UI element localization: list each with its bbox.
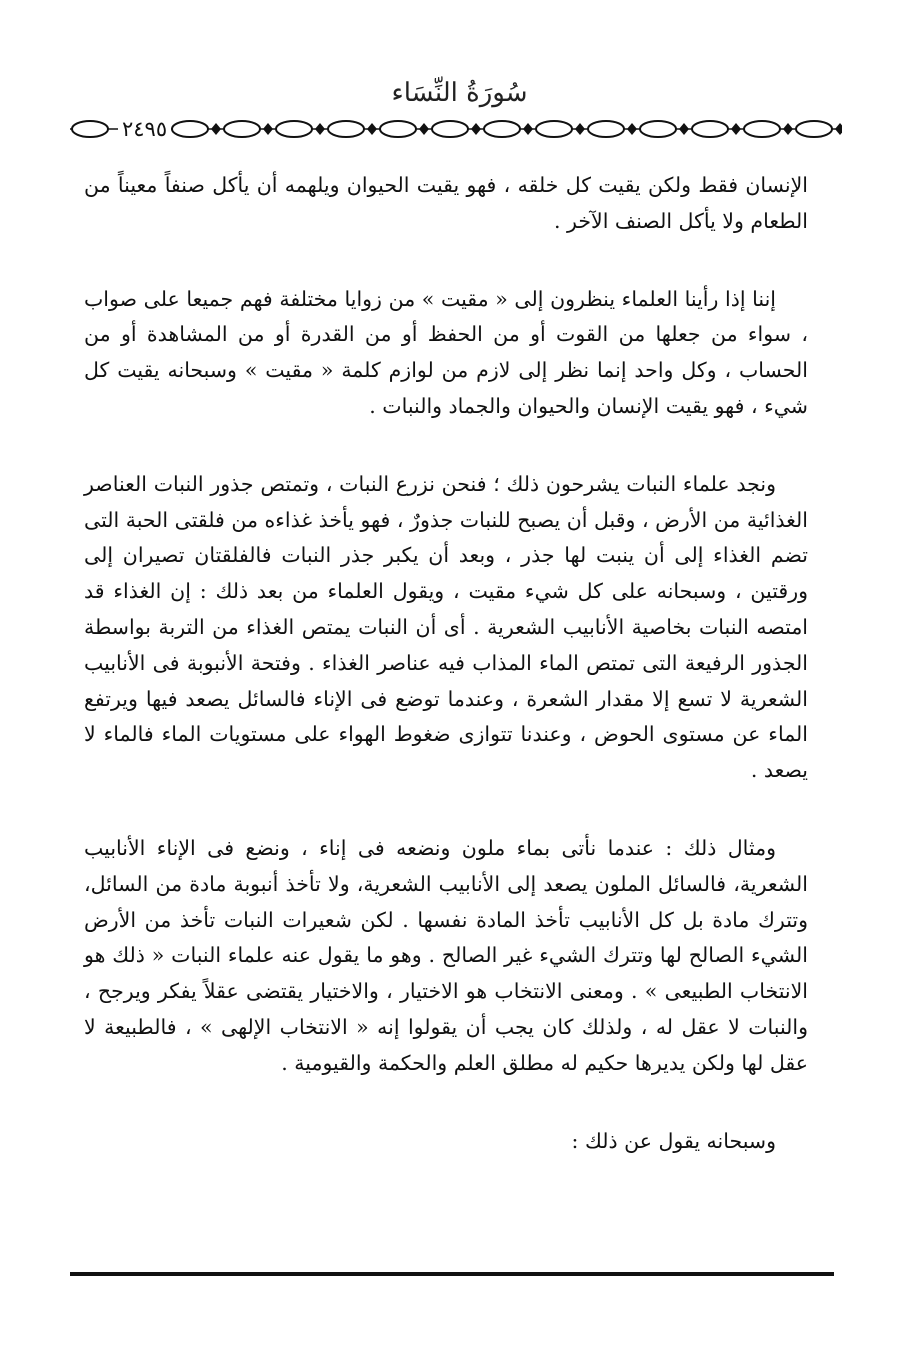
page-number: ٢٤٩٥ — [118, 117, 171, 141]
ornament-diamond — [731, 123, 741, 135]
bottom-rule — [70, 1272, 834, 1276]
ornament-oval — [432, 121, 468, 137]
ornament-oval — [588, 121, 624, 137]
ornament-oval — [692, 121, 728, 137]
ornament-diamond — [263, 123, 273, 135]
ornament-oval — [640, 121, 676, 137]
ornament-oval — [172, 121, 208, 137]
paragraph-4: ومثال ذلك : عندما نأتى بماء ملون ونضعه فى إناء ، ونضع فى الإناء الأنابيب الشعرية، فالسائل الملون يصعد إلى الأنابيب الشعرية، ولا تأخذ أنبوبة مادة من السائل، وتترك مادة بل كل الأنابيب تأخذ المادة نفسها . لكن شعيرات النبات تأخذ من الأرض الشيء الصالح لها وتترك الشيء غير الصالح . وهو ما يقول عنه علماء النبات « ذلك هو الانتخاب الطبيعى » . ومعنى الانتخاب هو الاختيار ، والاختيار يقتضى عقلاً يفكر ويرجح ، والنبات لا عقل له ، ولذلك كان يجب أن يقولوا إنه « الانتخاب الإلهى » ، فالطبيعة لا عقل لها ولكن يديرها حكيم له مطلق العلم والحكمة والقيومية . — [84, 835, 808, 1075]
decorative-border — [70, 118, 842, 140]
ornament-diamond — [471, 123, 481, 135]
ornament-diamond — [211, 123, 221, 135]
ornament-oval — [276, 121, 312, 137]
ornament-diamond — [315, 123, 325, 135]
ornament-oval — [72, 121, 108, 137]
ornament-diamond — [367, 123, 377, 135]
ornament-oval — [744, 121, 780, 137]
closing-line: وسبحانه يقول عن ذلك : — [571, 1128, 776, 1153]
paragraph-3: ونجد علماء النبات يشرحون ذلك ؛ فنحن نزرع النبات ، وتمتص جذور النبات العناصر الغذائية من الأرض ، وقبل أن يصبح للنبات جذورٌ ، فهو يأخذ غذاءه من فلقتى الحبة التى تضم الغذاء إلى أن ينبت لها جذر ، وبعد أن يكبر جذر النبات فالفلقتان تصيران إلى ورقتين ، وسبحانه على كل شيء مقيت ، ويقول العلماء من بعد ذلك : إن الغذاء قد امتصه النبات بخاصية الأنابيب الشعرية . أى أن النبات يمتص الغذاء من التربة بواسطة الجذور الرفيعة التى تمتص الماء المذاب فيه عناصر الغذاء . وفتحة الأنبوبة فى الأنابيب الشعرية لا تسع إلا مقدار الشعرة ، وعندما توضع فى الإناء فالسائل يصعد فيها ويرتفع الماء عن مستوى الحوض ، وعندنا تتوازى ضغوط الهواء على مستويات الماء فالماء لا يصعد . — [84, 471, 808, 783]
surah-title: سُورَةُ النِّسَاء — [391, 78, 528, 108]
body-text — [84, 168, 808, 1159]
ornament-diamond — [627, 123, 637, 135]
ornament-diamond — [523, 123, 533, 135]
ornament-diamond — [575, 123, 585, 135]
ornament-oval — [536, 121, 572, 137]
paragraph-2: إننا إذا رأينا العلماء ينظرون إلى « مقيت » من زوايا مختلفة فهم جميعا على صواب ، سواء من جعلها من القوت أو من الحفظ أو من القدرة أو من المشاهدة أو من الحساب ، وكل واحد إنما نظر إلى لازم من لوازم كلمة « مقيت » وسبحانه يقيت كل شيء ، فهو يقيت الإنسان والحيوان والجماد والنبات . — [84, 286, 808, 418]
ornament-oval — [224, 121, 260, 137]
ornament-oval — [380, 121, 416, 137]
ornament-diamond — [679, 123, 689, 135]
ornament-oval — [796, 121, 832, 137]
ornament-oval — [328, 121, 364, 137]
ornament-oval — [484, 121, 520, 137]
ornament-diamond — [419, 123, 429, 135]
paragraph-1: الإنسان فقط ولكن يقيت كل خلقه ، فهو يقيت الحيوان ويلهمه أن يأكل صنفاً معيناً من الطعام ولا يأكل الصنف الآخر . — [84, 173, 808, 233]
ornament-diamond — [835, 123, 842, 135]
ornament-diamond — [783, 123, 793, 135]
